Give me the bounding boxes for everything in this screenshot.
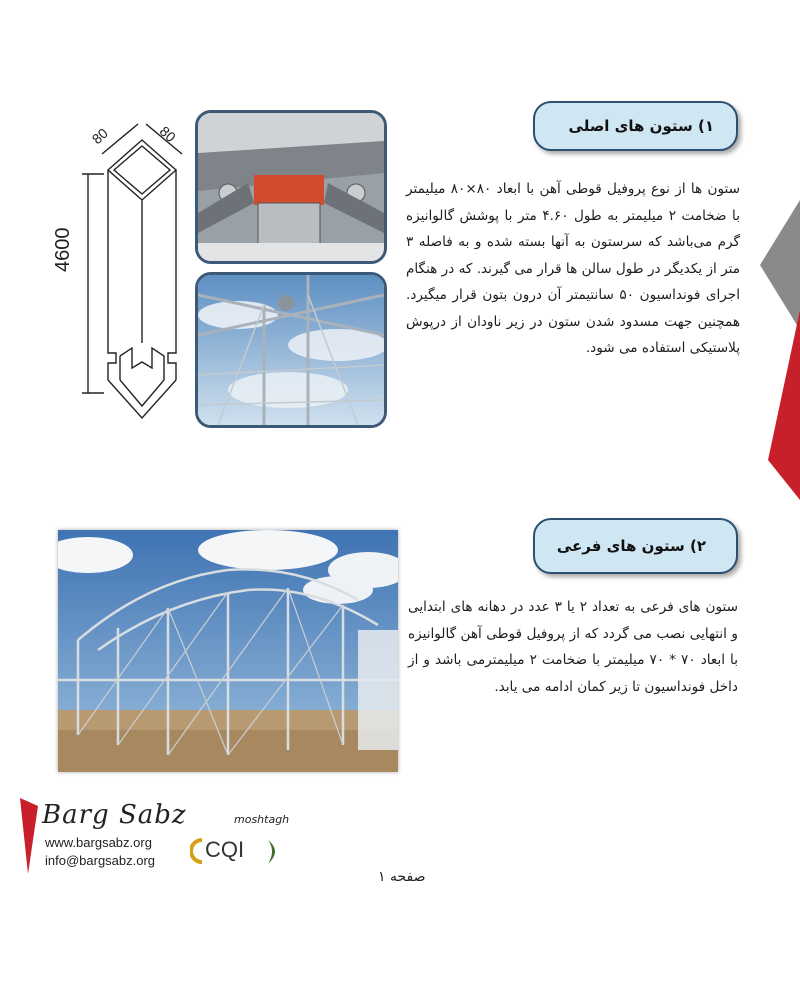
column-technical-drawing (78, 118, 196, 440)
brand-logo-mark (18, 796, 40, 876)
greenhouse-exterior-photo (58, 530, 398, 772)
section1-heading-box (533, 101, 738, 151)
brand-subtitle: moshtagh (234, 813, 290, 826)
dimension-label-left: 80 (88, 124, 111, 148)
red-triangle (768, 310, 800, 500)
section1-paragraph: ستون ها از نوع پروفیل قوطی آهن با ابعاد ۸۰×۸۰ میلیمتر با ضخامت ۲ میلیمتر به طول ۴.۶۰ متر با پوشش گالوانیزه گرم می‌باشد که سرستون به آنها بسته شده و به فاصله ۳ متر از یکدیگر در طول سالن ها قرار می گیرند. که در هنگام اجرای فونداسیون ۵۰ سانتیمتر آن درون بتون قرار میگیرد. همچنین جهت مسدود شدن ستون در زیر ناودان از درپوش پلاستیکی استفاده می شود. (406, 181, 740, 356)
page-number: صفحه ۱ (378, 869, 426, 885)
section2-heading-box (533, 518, 738, 574)
column-base-photo (195, 110, 387, 264)
edge-decoration (760, 190, 800, 520)
dimension-label-height: 4600 (52, 227, 74, 272)
section2-heading: ۲) ستون های فرعی (556, 537, 706, 555)
section2-paragraph: ستون های فرعی به تعداد ۲ یا ۳ عدد در دهانه های ابتدایی و انتهایی نصب می گردد که از پروفیل قوطی آهن گالوانیزه با ابعاد ۷۰ * ۷۰ میلیمتر با ضخامت ۲ میلیمترمی باشد و از داخل فونداسیون تا زیر کمان ادامه می یابد. (408, 599, 738, 695)
brand-name: Barg Sabz (42, 800, 187, 830)
gray-triangle (760, 200, 800, 330)
cqi-logo-text: CQI (205, 837, 245, 862)
section1-heading: ۱) ستون های اصلی (568, 117, 714, 135)
dimension-label-right: 80 (156, 122, 179, 146)
greenhouse-interior-photo (195, 272, 387, 428)
website-link[interactable]: www.bargsabz.org (45, 835, 152, 850)
email-link[interactable]: info@bargsabz.org (45, 853, 156, 868)
